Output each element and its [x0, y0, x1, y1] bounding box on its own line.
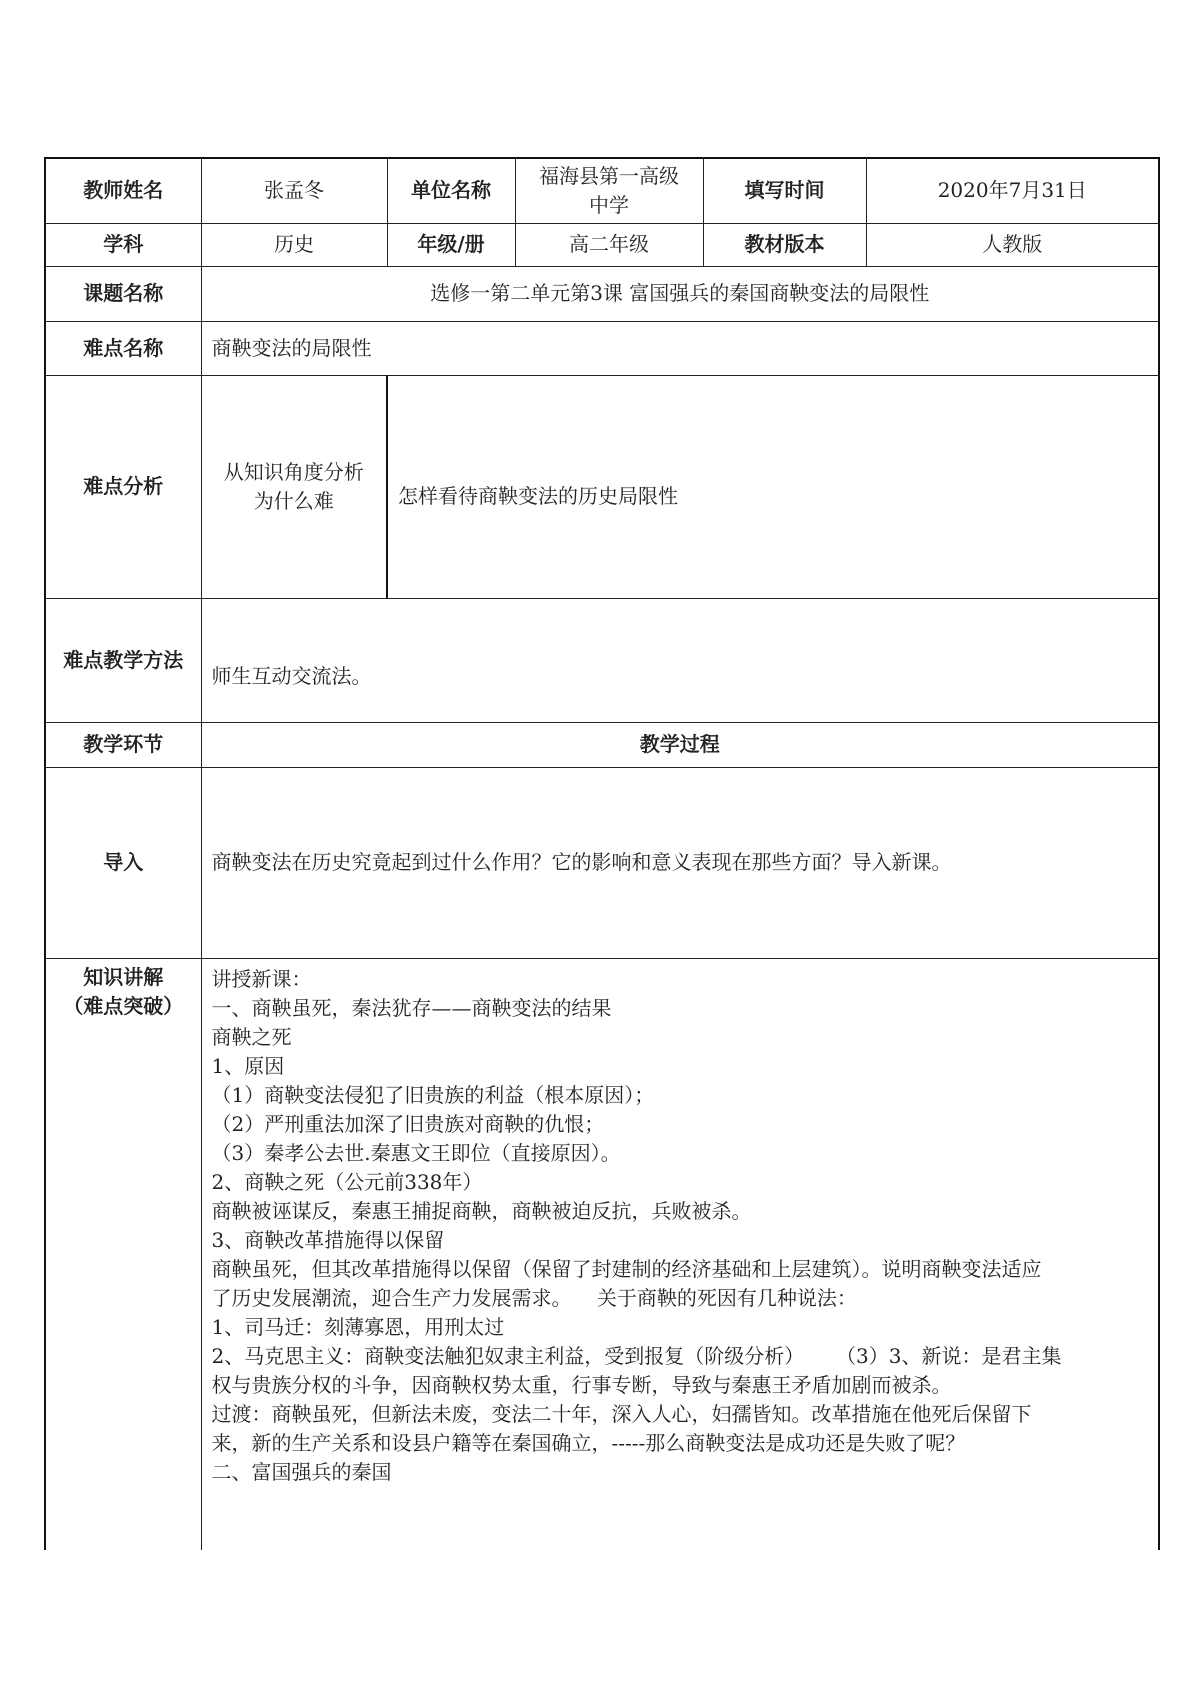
topic-value: 选修一第二单元第3课 富国强兵的秦国商鞅变法的局限性	[201, 266, 1159, 321]
info-row-1	[45, 158, 1159, 223]
difficulty-label: 难点名称	[45, 321, 201, 375]
topic-label: 课题名称	[45, 266, 201, 321]
unit-name-label: 单位名称	[387, 158, 515, 223]
subject-label: 学科	[45, 223, 201, 266]
knowledge-label-line1: 知识讲解	[83, 964, 164, 989]
teaching-step-label: 教学环节	[45, 722, 201, 767]
knowledge-row	[45, 958, 1159, 1550]
analysis-sub-label: 从知识角度分析为什么难	[201, 375, 387, 598]
knowledge-line: 3、商鞅改革措施得以保留	[211, 1227, 445, 1252]
intro-row	[45, 767, 1159, 958]
method-row	[45, 598, 1159, 722]
process-header-row	[45, 722, 1159, 767]
knowledge-line: 1、原因	[211, 1053, 285, 1078]
unit-name-value: 福海县第一高级中学	[515, 158, 703, 223]
knowledge-line: 权与贵族分权的斗争，因商鞅权势太重，行事专断，导致与秦惠王矛盾加剧而被杀。	[211, 1372, 952, 1397]
fill-date-label: 填写时间	[703, 158, 866, 223]
teaching-process-label: 教学过程	[201, 722, 1159, 767]
intro-value: 商鞅变法在历史究竟起到过什么作用？它的影响和意义表现在那些方面？导入新课。	[201, 767, 1159, 958]
analysis-value: 怎样看待商鞅变法的历史局限性	[387, 375, 1159, 598]
knowledge-line: 商鞅虽死，但其改革措施得以保留（保留了封建制的经济基础和上层建筑）。说明商鞅变法适应	[211, 1256, 1042, 1281]
knowledge-line: （1）商鞅变法侵犯了旧贵族的利益（根本原因）；	[211, 1082, 655, 1107]
knowledge-label-line2: （难点突破）	[63, 993, 184, 1018]
lesson-plan-table	[44, 157, 1160, 1550]
fill-date-value: 2020年7月31日	[866, 158, 1159, 223]
knowledge-line: （2）严刑重法加深了旧贵族对商鞅的仇恨；	[211, 1111, 605, 1136]
knowledge-line: 讲授新课：	[211, 966, 312, 991]
grade-label: 年级/册	[387, 223, 515, 266]
analysis-label: 难点分析	[45, 375, 201, 598]
textbook-value: 人教版	[866, 223, 1159, 266]
topic-row	[45, 266, 1159, 321]
knowledge-line: 1、司马迁：刻薄寡恩，用刑太过	[211, 1314, 505, 1339]
subject-value: 历史	[201, 223, 387, 266]
knowledge-content	[201, 958, 1159, 1550]
knowledge-line: 2、商鞅之死（公元前338年）	[211, 1169, 483, 1194]
knowledge-line: 二、富国强兵的秦国	[211, 1459, 392, 1484]
teacher-name-label: 教师姓名	[45, 158, 201, 223]
textbook-label: 教材版本	[703, 223, 866, 266]
method-value: 师生互动交流法。	[201, 598, 1159, 722]
knowledge-label	[45, 958, 201, 1550]
intro-label: 导入	[45, 767, 201, 958]
method-label: 难点教学方法	[45, 598, 201, 722]
knowledge-line: 商鞅之死	[211, 1024, 292, 1049]
info-row-2	[45, 223, 1159, 266]
difficulty-row	[45, 321, 1159, 375]
knowledge-line: 过渡：商鞅虽死，但新法未废，变法二十年，深入人心，妇孺皆知。改革措施在他死后保留下	[211, 1401, 1032, 1426]
knowledge-line: 2、马克思主义：商鞅变法触犯奴隶主利益，受到报复（阶级分析） （3）3、新说：是君主集	[211, 1343, 1062, 1368]
knowledge-lines	[202, 959, 1159, 1487]
knowledge-line: 商鞅被诬谋反，秦惠王捕捉商鞅，商鞅被迫反抗，兵败被杀。	[211, 1198, 752, 1223]
knowledge-line: 来，新的生产关系和设县户籍等在秦国确立，-----那么商鞅变法是成功还是失败了呢？	[211, 1430, 966, 1455]
knowledge-line: （3）秦孝公去世.秦惠文王即位（直接原因）。	[211, 1140, 621, 1165]
analysis-row	[45, 375, 1159, 598]
knowledge-line: 了历史发展潮流，迎合生产力发展需求。 关于商鞅的死因有几种说法：	[211, 1285, 857, 1310]
difficulty-value: 商鞅变法的局限性	[201, 321, 1159, 375]
teacher-name-value: 张孟冬	[201, 158, 387, 223]
knowledge-line: 一、商鞅虽死，秦法犹存——商鞅变法的结果	[211, 995, 612, 1020]
grade-value: 高二年级	[515, 223, 703, 266]
